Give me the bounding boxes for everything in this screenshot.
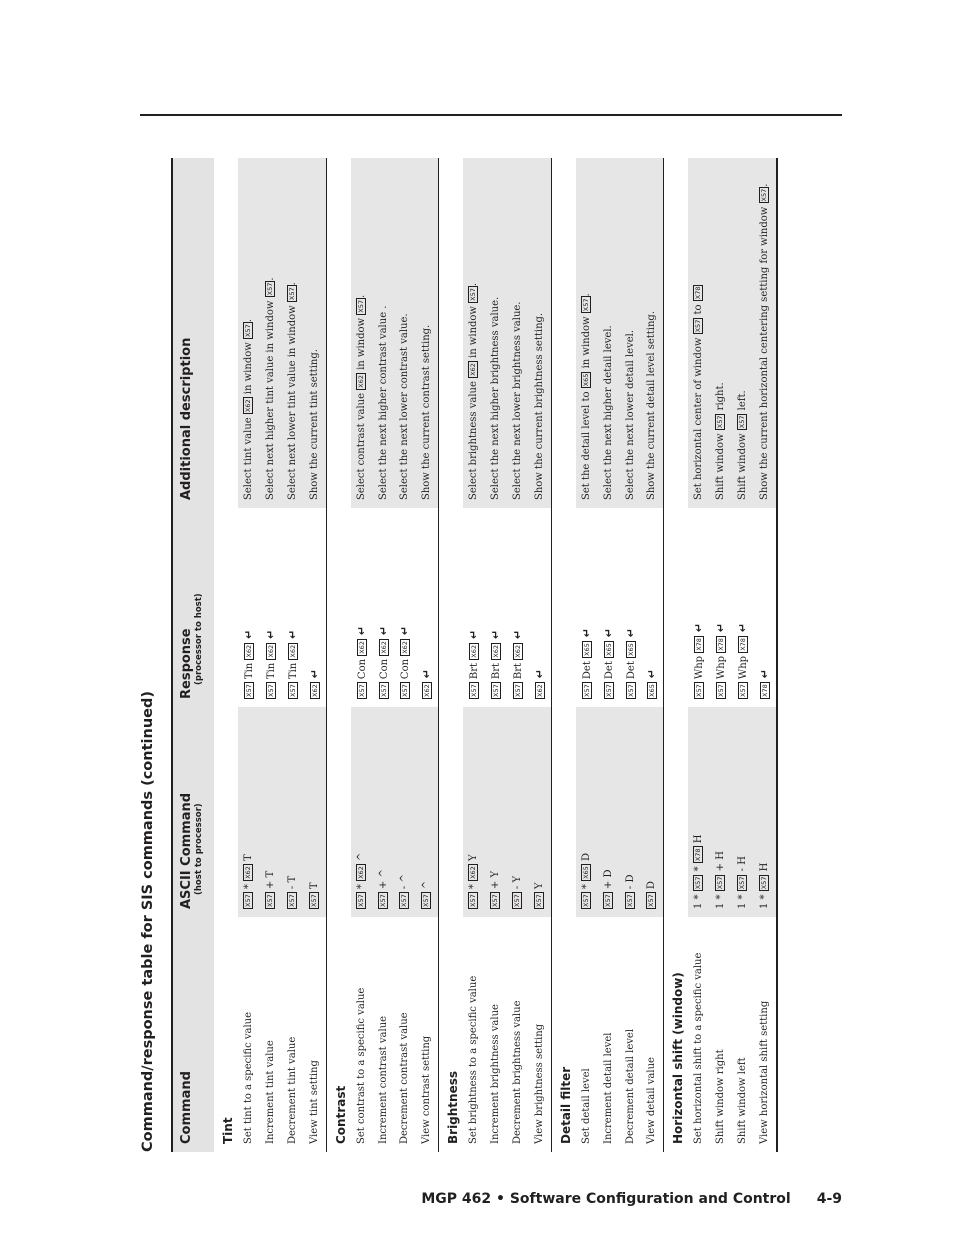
- text-segment: Brt: [469, 659, 481, 683]
- text-segment: *: [580, 880, 592, 893]
- return-icon: ↵: [285, 629, 299, 643]
- variable-box: X57: [288, 684, 297, 697]
- return-icon: ↵: [489, 629, 503, 644]
- table-row: [373, 158, 395, 1152]
- header-command: Command: [172, 917, 214, 1152]
- variable-box: X57: [244, 324, 253, 338]
- table-row: [598, 158, 620, 1152]
- description-cell: [754, 158, 777, 508]
- table-row: [507, 158, 529, 1152]
- variable-box: X57: [287, 287, 296, 301]
- header-ascii: ASCII Command (host to processor): [172, 707, 214, 917]
- description-cell: [238, 158, 260, 508]
- variable-box: X57: [717, 684, 726, 697]
- variable-box: X57: [245, 684, 254, 697]
- variable-box: X62: [356, 866, 365, 879]
- table-row: [620, 158, 642, 1152]
- variable-box: X57: [716, 415, 725, 429]
- text-segment: T: [308, 882, 320, 893]
- command-cell: Set detail level: [580, 1068, 592, 1144]
- variable-box: X57: [534, 894, 543, 907]
- response-cell: [394, 508, 416, 707]
- table-row: [463, 158, 485, 1152]
- response-cell: [507, 508, 529, 707]
- command-cell: Increment detail level: [602, 1032, 614, 1144]
- description-cell: [507, 158, 529, 508]
- text-segment: - H: [737, 856, 749, 875]
- group-heading-row: [551, 158, 576, 1152]
- text-segment: ^: [421, 880, 433, 893]
- variable-box: X57: [400, 894, 409, 907]
- table-row: [394, 158, 416, 1152]
- text-segment: Whp: [694, 652, 706, 683]
- variable-box: X62: [356, 375, 365, 388]
- return-icon: ↵: [623, 628, 637, 642]
- description-cell: [394, 158, 416, 508]
- variable-box: X62: [423, 684, 432, 697]
- rotated-table-wrapper: [140, 158, 771, 1152]
- table-row: [641, 158, 663, 1152]
- table-title: Command/response table for SIS commands (continued): [140, 691, 156, 1152]
- description-cell: [641, 158, 663, 508]
- command-cell: View brightness setting: [533, 1023, 545, 1144]
- text-segment: 1 *: [737, 891, 749, 909]
- response-cell: [641, 508, 663, 707]
- ascii-cell: [485, 707, 507, 917]
- variable-box: X57: [422, 894, 431, 907]
- variable-box: X78: [694, 848, 703, 862]
- variable-box: X57: [695, 684, 704, 697]
- command-cell: View horizontal shift setting: [758, 1000, 770, 1144]
- variable-box: X57: [759, 876, 768, 890]
- ascii-cell: [373, 707, 395, 917]
- text-segment: .: [243, 319, 255, 323]
- variable-box: X57: [356, 894, 365, 907]
- variable-box: X57: [513, 894, 521, 907]
- variable-box: X78: [760, 684, 769, 697]
- text-segment: .: [265, 277, 277, 281]
- description-cell: [576, 158, 598, 508]
- command-cell: Decrement contrast value: [399, 1012, 411, 1144]
- text-segment: T: [243, 854, 255, 865]
- header-description: Additional description: [172, 158, 214, 508]
- table-row: [688, 158, 710, 1152]
- variable-box: X57: [716, 876, 725, 890]
- variable-box: X57: [647, 894, 656, 907]
- variable-box: X57: [266, 894, 275, 907]
- response-cell: [732, 508, 754, 707]
- return-icon: ↵: [511, 629, 524, 644]
- variable-box: X65: [604, 643, 613, 656]
- group-heading-row: [326, 158, 351, 1152]
- return-icon: ↵: [307, 669, 321, 683]
- text-segment: - ^: [399, 874, 411, 893]
- text-segment: 1 *: [715, 891, 727, 909]
- response-cell: [598, 508, 620, 707]
- text-segment: Det: [603, 657, 615, 683]
- group-heading: Tint: [214, 158, 238, 1152]
- group-heading: Contrast: [326, 158, 351, 1152]
- text-segment: Show the current contrast setting.: [421, 324, 433, 500]
- text-segment: Select brightness value: [468, 377, 480, 500]
- command-cell: View tint setting: [308, 1060, 320, 1144]
- variable-box: X62: [379, 641, 388, 654]
- text-segment: Set the detail level to: [580, 388, 592, 500]
- response-cell: [373, 508, 395, 707]
- ascii-cell: [576, 707, 598, 917]
- table-row: [576, 158, 598, 1152]
- group-heading: Brightness: [439, 158, 464, 1152]
- text-segment: H: [758, 862, 770, 875]
- variable-box: X57: [694, 319, 703, 333]
- text-segment: Shift window: [737, 430, 749, 500]
- return-icon: ↵: [376, 626, 390, 640]
- text-segment: .: [286, 282, 298, 286]
- return-icon: ↵: [645, 669, 659, 683]
- text-segment: Con: [356, 655, 368, 683]
- variable-box: X57: [581, 298, 590, 312]
- ascii-cell: [754, 707, 777, 917]
- group-heading: Horizontal shift (window): [664, 158, 689, 1152]
- ascii-cell: [260, 707, 282, 917]
- page-number: 4-9: [816, 1191, 842, 1207]
- text-segment: Show the current horizontal centering setting for window: [758, 203, 770, 500]
- text-segment: + ^: [377, 869, 389, 893]
- text-segment: Tin: [244, 659, 256, 683]
- table-row: [238, 158, 260, 1152]
- command-cell: Shift window right: [715, 1049, 727, 1144]
- text-segment: Whp: [738, 652, 750, 683]
- variable-box: X57: [378, 894, 387, 907]
- return-icon: ↵: [398, 626, 412, 640]
- response-cell: [529, 508, 551, 707]
- text-segment: Show the current tint setting.: [308, 349, 320, 500]
- variable-box: X57: [739, 684, 748, 697]
- return-icon: ↵: [601, 628, 615, 642]
- text-segment: *: [243, 880, 255, 893]
- text-segment: .: [758, 183, 770, 187]
- return-icon: ↵: [757, 669, 771, 683]
- command-cell: Set horizontal shift to a specific value: [693, 952, 705, 1144]
- variable-box: X57: [287, 894, 296, 907]
- variable-box: X57: [357, 684, 366, 697]
- variable-box: X62: [492, 645, 501, 658]
- text-segment: in window: [580, 313, 592, 372]
- description-cell: [373, 158, 395, 508]
- text-segment: - T: [286, 875, 298, 893]
- variable-box: X57: [581, 894, 590, 907]
- text-segment: 1 *: [693, 891, 705, 909]
- ascii-cell: [732, 707, 754, 917]
- text-segment: Y: [533, 882, 545, 893]
- description-cell: [688, 158, 710, 508]
- text-segment: H: [693, 834, 705, 847]
- text-segment: .: [355, 294, 367, 298]
- variable-box: X62: [357, 641, 366, 654]
- text-segment: *: [355, 880, 367, 893]
- variable-box: X57: [469, 894, 478, 907]
- header-response: Response (processor to host): [172, 508, 214, 707]
- text-segment: + H: [715, 851, 727, 875]
- description-cell: [529, 158, 551, 508]
- text-segment: + Y: [490, 870, 502, 893]
- variable-box: X62: [401, 641, 410, 654]
- ascii-cell: [529, 707, 551, 917]
- return-icon: ↵: [242, 629, 256, 643]
- ascii-cell: [394, 707, 416, 917]
- return-icon: ↵: [420, 669, 434, 683]
- text-segment: Con: [378, 655, 390, 683]
- text-segment: Brt: [513, 659, 524, 683]
- variable-box: X57: [266, 282, 275, 296]
- variable-box: X57: [603, 894, 612, 907]
- response-cell: [576, 508, 598, 707]
- text-segment: Y: [468, 854, 480, 865]
- return-icon: ↵: [264, 629, 278, 643]
- variable-box: X57: [492, 684, 501, 697]
- variable-box: X62: [310, 684, 319, 697]
- ascii-cell: [416, 707, 438, 917]
- text-segment: - D: [624, 874, 636, 893]
- return-icon: ↵: [532, 669, 546, 683]
- command-cell: View contrast setting: [421, 1035, 433, 1144]
- variable-box: X62: [535, 684, 544, 697]
- variable-box: X65: [648, 684, 657, 697]
- variable-box: X57: [267, 684, 276, 697]
- variable-box: X57: [738, 415, 747, 429]
- variable-box: X65: [626, 643, 635, 656]
- text-segment: Select tint value: [243, 414, 255, 500]
- description-cell: [710, 158, 732, 508]
- group-heading: Detail filter: [551, 158, 576, 1152]
- text-segment: Tin: [287, 659, 299, 683]
- description-cell: [598, 158, 620, 508]
- variable-box: X57: [604, 684, 613, 697]
- response-cell: [416, 508, 438, 707]
- text-segment: Set horizontal center of window: [693, 334, 705, 500]
- text-segment: Select the next lower brightness value.: [512, 301, 523, 500]
- return-icon: ↵: [714, 623, 728, 637]
- text-segment: Det: [625, 657, 637, 683]
- text-segment: 1 *: [758, 891, 770, 909]
- return-icon: ↵: [467, 629, 481, 644]
- response-cell: [485, 508, 507, 707]
- table-row: [754, 158, 777, 1152]
- variable-box: X57: [470, 684, 479, 697]
- variable-box: X62: [245, 644, 254, 658]
- text-segment: Whp: [716, 652, 728, 683]
- text-segment: Select the next lower contrast value.: [399, 313, 411, 500]
- header-row: [172, 158, 214, 1152]
- table-row: [351, 158, 373, 1152]
- variable-box: X57: [401, 684, 410, 697]
- description-cell: [416, 158, 438, 508]
- text-segment: Select the next higher contrast value .: [377, 305, 389, 500]
- ascii-cell: [238, 707, 260, 917]
- description-cell: [463, 158, 485, 508]
- text-segment: in window: [243, 339, 255, 398]
- text-segment: .: [580, 293, 592, 297]
- text-segment: to: [693, 301, 705, 318]
- response-cell: [463, 508, 485, 707]
- text-segment: in window: [355, 314, 367, 374]
- description-cell: [351, 158, 373, 508]
- variable-box: X62: [244, 399, 253, 413]
- text-segment: + D: [602, 869, 614, 893]
- text-segment: *: [693, 863, 705, 875]
- command-cell: Decrement brightness value: [512, 1000, 523, 1144]
- text-segment: *: [468, 880, 480, 893]
- description-cell: [304, 158, 326, 508]
- text-segment: Select contrast value: [355, 389, 367, 500]
- command-cell: Set tint to a specific value: [243, 1011, 255, 1144]
- variable-box: X78: [717, 638, 726, 651]
- command-cell: Shift window left: [737, 1057, 749, 1144]
- response-cell: [351, 508, 373, 707]
- ascii-cell: [710, 707, 732, 917]
- text-segment: left.: [737, 390, 749, 414]
- description-cell: [485, 158, 507, 508]
- response-cell: [710, 508, 732, 707]
- page-footer: [360, 1191, 842, 1207]
- description-cell: [260, 158, 282, 508]
- variable-box: X57: [309, 894, 318, 907]
- variable-box: X78: [694, 286, 703, 300]
- table-row: [710, 158, 732, 1152]
- text-segment: Show the current detail level setting.: [646, 310, 658, 500]
- description-cell: [620, 158, 642, 508]
- variable-box: X62: [267, 644, 276, 658]
- ascii-cell: [598, 707, 620, 917]
- text-segment: ^: [355, 852, 367, 865]
- description-cell: [732, 158, 754, 508]
- group-heading-row: [664, 158, 689, 1152]
- return-icon: ↵: [354, 626, 368, 640]
- text-segment: Brt: [491, 659, 503, 683]
- text-segment: D: [580, 852, 592, 865]
- group-heading-row: [439, 158, 464, 1152]
- variable-box: X57: [626, 684, 635, 697]
- response-cell: [620, 508, 642, 707]
- variable-box: X57: [491, 894, 500, 907]
- command-cell: Increment brightness value: [490, 1004, 502, 1144]
- response-cell: [282, 508, 304, 707]
- command-cell: Set contrast to a specific value: [355, 987, 367, 1144]
- group-heading-row: [214, 158, 238, 1152]
- table-row: [732, 158, 754, 1152]
- variable-box: X57: [759, 188, 768, 202]
- text-segment: Select next lower tint value in window: [286, 302, 298, 500]
- command-cell: Increment tint value: [265, 1040, 277, 1144]
- text-segment: .: [468, 282, 480, 287]
- text-segment: Shift window: [715, 430, 727, 500]
- variable-box: X78: [695, 638, 704, 651]
- variable-box: X62: [469, 866, 478, 879]
- response-cell: [238, 508, 260, 707]
- response-cell: [688, 508, 710, 707]
- response-cell: [304, 508, 326, 707]
- variable-box: X57: [244, 894, 253, 907]
- variable-box: X57: [379, 684, 388, 697]
- table-row: [416, 158, 438, 1152]
- ascii-cell: [351, 707, 373, 917]
- variable-box: X57: [582, 684, 591, 697]
- text-segment: Select next higher tint value in window: [265, 297, 277, 500]
- variable-box: X62: [469, 363, 478, 376]
- ascii-cell: [620, 707, 642, 917]
- command-cell: Set brightness to a specific value: [468, 975, 480, 1144]
- text-segment: Select the next higher brightness value.: [490, 296, 502, 500]
- response-cell: [754, 508, 777, 707]
- text-segment: Tin: [266, 659, 278, 683]
- table-row: [304, 158, 326, 1152]
- footer-title: MGP 462 • Software Configuration and Control: [421, 1191, 791, 1207]
- command-cell: View detail value: [646, 1057, 658, 1144]
- variable-box: X57: [514, 684, 522, 697]
- text-segment: - Y: [512, 875, 523, 893]
- text-segment: Con: [400, 655, 412, 683]
- variable-box: X62: [244, 866, 253, 879]
- variable-box: X65: [581, 373, 590, 387]
- variable-box: X57: [356, 299, 365, 313]
- ascii-cell: [282, 707, 304, 917]
- text-segment: Select the next lower detail level.: [624, 329, 636, 500]
- variable-box: X57: [738, 876, 747, 890]
- variable-box: X65: [582, 643, 591, 656]
- ascii-cell: [507, 707, 529, 917]
- table-row: [260, 158, 282, 1152]
- ascii-cell: [688, 707, 710, 917]
- table-row: [485, 158, 507, 1152]
- variable-box: X62: [288, 644, 297, 658]
- return-icon: ↵: [692, 623, 706, 637]
- table-row: [282, 158, 304, 1152]
- text-segment: in window: [468, 302, 480, 362]
- command-cell: Increment contrast value: [377, 1015, 389, 1144]
- variable-box: X62: [514, 645, 522, 658]
- text-segment: Select the next higher detail level.: [602, 325, 614, 500]
- text-segment: right.: [715, 382, 727, 414]
- variable-box: X65: [581, 866, 590, 879]
- variable-box: X57: [469, 288, 478, 301]
- ascii-cell: [641, 707, 663, 917]
- text-segment: + T: [265, 870, 277, 893]
- command-cell: Decrement tint value: [286, 1036, 298, 1144]
- text-segment: Det: [581, 657, 593, 683]
- variable-box: X78: [739, 638, 748, 651]
- variable-box: X62: [470, 645, 479, 658]
- text-segment: Show the current brightness setting.: [533, 312, 545, 500]
- command-cell: Decrement detail level: [624, 1028, 636, 1144]
- return-icon: ↵: [579, 628, 593, 642]
- sis-command-table: [171, 158, 778, 1152]
- text-segment: D: [646, 881, 658, 893]
- response-cell: [260, 508, 282, 707]
- variable-box: X57: [625, 894, 634, 907]
- return-icon: ↵: [736, 623, 750, 637]
- table-row: [529, 158, 551, 1152]
- description-cell: [282, 158, 304, 508]
- ascii-cell: [304, 707, 326, 917]
- variable-box: X57: [694, 876, 703, 890]
- table-body: [214, 158, 777, 1152]
- ascii-cell: [463, 707, 485, 917]
